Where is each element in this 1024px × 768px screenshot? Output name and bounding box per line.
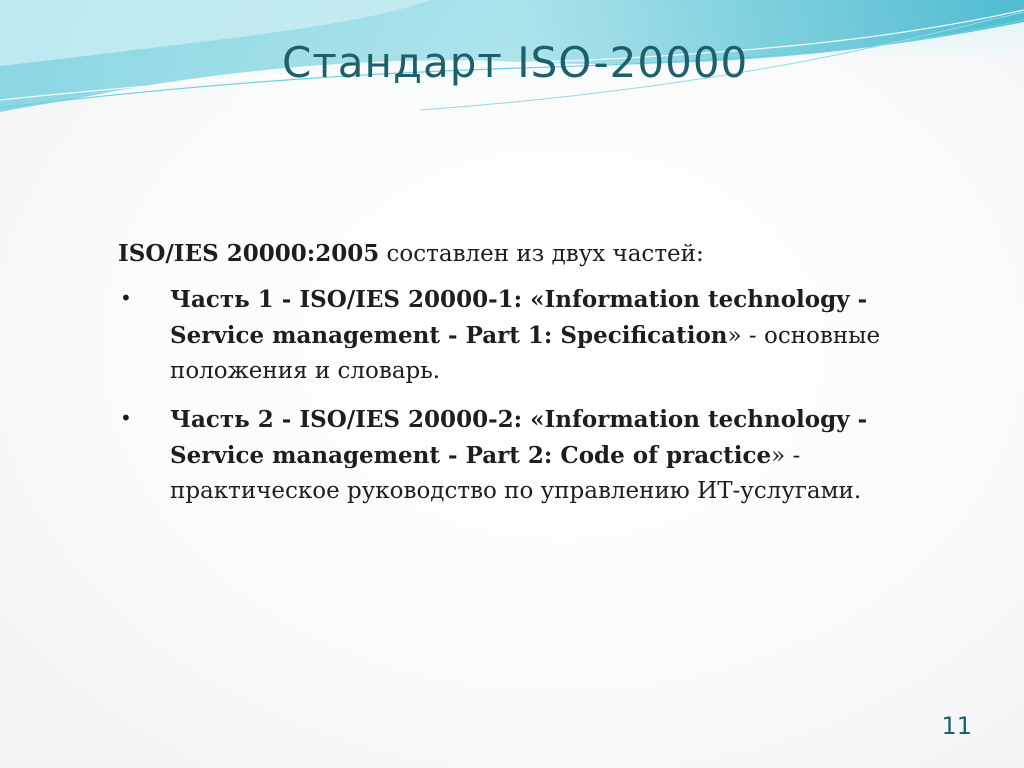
part-2-title: Часть 2 - ISO/IES 20000-2: «Information technology - Service management - Part 2: Code of practice <box>170 406 868 469</box>
part-1-title: Часть 1 - ISO/IES 20000-1: «Information technology - Service management - Part 1: Specification <box>170 286 868 349</box>
bullet-icon: • <box>120 286 132 310</box>
part-1-description: » - основные положения и словарь. <box>170 323 881 384</box>
list-item-part-1 <box>118 282 918 389</box>
bullet-list <box>118 282 918 509</box>
slide-body <box>118 236 918 522</box>
intro-text: составлен из двух частей: <box>379 241 704 267</box>
bullet-icon: • <box>120 406 132 430</box>
list-item-part-2 <box>118 402 918 509</box>
slide-number: 11 <box>941 712 972 740</box>
intro-standard-code: ISO/IES 20000:2005 <box>118 240 380 267</box>
slide-title: Стандарт ISO-20000 <box>282 38 749 87</box>
intro-paragraph <box>118 236 918 272</box>
part-2-description: » - практическое руководство по управлению ИТ-услугами. <box>170 443 862 504</box>
